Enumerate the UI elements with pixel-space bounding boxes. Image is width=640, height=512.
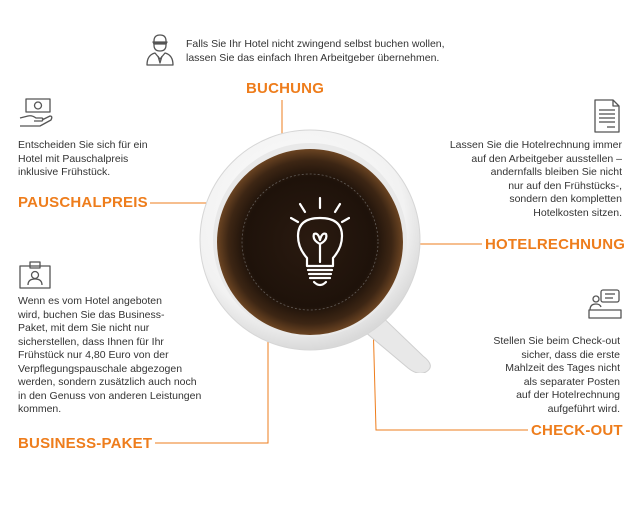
business-paket-text-line: Wenn es vom Hotel angeboten — [18, 295, 162, 307]
id-badge-icon — [18, 260, 52, 290]
hotelrechnung-text-line: auf den Arbeitgeber ausstellen – — [471, 152, 622, 165]
pauschalpreis-label: PAUSCHALPREIS — [18, 194, 148, 211]
pauschalpreis-text-line: Hotel mit Pauschalpreis — [18, 152, 129, 165]
hotelrechnung-text-line: Lassen Sie die Hotelrechnung immer — [449, 139, 622, 151]
pauschalpreis-text — [18, 139, 198, 180]
business-paket-text-line: kommen. — [18, 403, 62, 415]
hotelrechnung-label: HOTELRECHNUNG — [485, 236, 626, 253]
pauschalpreis-text-line: Entscheiden Sie sich für ein — [18, 139, 148, 151]
hotelrechnung-text-line: Hotelkosten sitzen. — [533, 206, 622, 219]
hotelrechnung-text — [398, 139, 622, 220]
invoice-icon — [593, 98, 621, 134]
business-paket-label: BUSINESS-PAKET — [18, 435, 153, 452]
business-paket-text-line: Verpflegungspauschale abgezogen — [18, 362, 183, 375]
businessman-icon — [145, 33, 175, 67]
check-out-text-line: auf der Hotelrechnung — [516, 389, 620, 401]
pauschalpreis-text-line: inklusive Frühstück. — [18, 166, 111, 178]
hotelrechnung-text-line: sondern den kompletten — [509, 193, 622, 205]
check-out-text — [440, 335, 620, 416]
check-out-label: CHECK-OUT — [531, 422, 623, 439]
buchung-text — [186, 38, 486, 65]
business-paket-text-line: werden, sondern zusätzlich auch noch — [18, 376, 197, 388]
business-paket-text-line: in den Genuss von anderen Leistungen — [18, 389, 202, 402]
reception-desk-icon — [587, 288, 623, 320]
buchung-text-line: Falls Sie Ihr Hotel nicht zwingend selbst buchen wollen, — [186, 38, 445, 50]
buchung-label: BUCHUNG — [246, 80, 325, 97]
business-paket-text-line: Paket, mit dem Sie nicht nur — [18, 322, 150, 334]
hotelrechnung-text-line: andernfalls bleiben Sie nicht — [490, 166, 622, 178]
business-paket-text — [18, 295, 218, 417]
business-paket-text-line: wird, buchen Sie das Business- — [18, 308, 165, 321]
check-out-text-line: sicher, dass die erste — [521, 348, 620, 361]
business-paket-text-line: Frühstück nur 4,80 Euro von der — [18, 349, 169, 361]
check-out-text-line: aufgeführt wird. — [547, 402, 620, 415]
lightbulb-icon — [290, 196, 350, 291]
buchung-text-line: lassen Sie das einfach Ihren Arbeitgeber übernehmen. — [186, 51, 440, 64]
business-paket-text-line: sicherstellen, dass Ihnen für Ihr — [18, 335, 164, 348]
check-out-text-line: Mahlzeit des Tages nicht — [505, 362, 620, 374]
check-out-text-line: Stellen Sie beim Check-out — [493, 335, 620, 347]
hotelrechnung-text-line: nur auf den Frühstücks-, — [508, 179, 622, 192]
check-out-text-line: als separater Posten — [523, 375, 620, 388]
money-hand-icon — [18, 96, 54, 130]
